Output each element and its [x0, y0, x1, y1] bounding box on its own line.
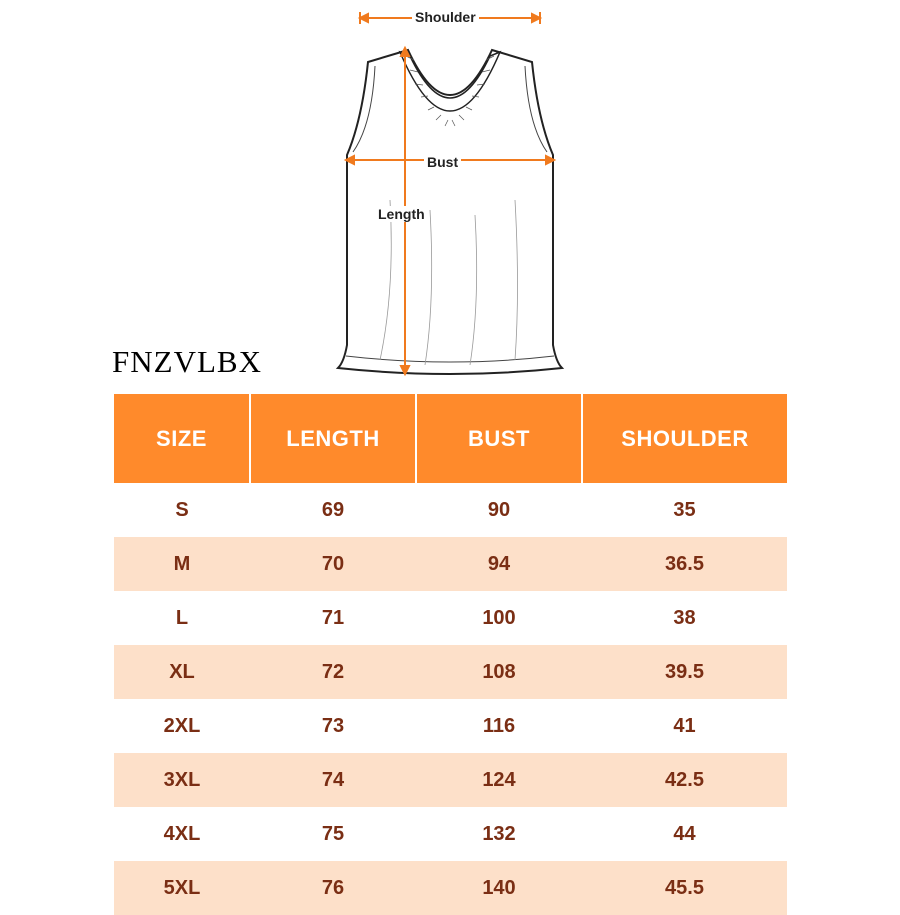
header-size: SIZE: [114, 394, 250, 483]
table-row: [114, 537, 787, 591]
cell-shoulder: 45.5: [582, 861, 787, 915]
cell-bust: 94: [416, 537, 582, 591]
cell-bust: 90: [416, 483, 582, 537]
cell-bust: 108: [416, 645, 582, 699]
header-shoulder: SHOULDER: [582, 394, 787, 483]
size-chart-table: [114, 394, 787, 915]
cell-length: 70: [250, 537, 416, 591]
cell-bust: 132: [416, 807, 582, 861]
cell-length: 69: [250, 483, 416, 537]
table-row: [114, 807, 787, 861]
brand-name: FNZVLBX: [112, 344, 262, 379]
length-label: Length: [375, 206, 428, 222]
cell-length: 75: [250, 807, 416, 861]
cell-size: 2XL: [114, 699, 250, 753]
table-row: [114, 753, 787, 807]
header-bust: BUST: [416, 394, 582, 483]
cell-bust: 124: [416, 753, 582, 807]
table-row: [114, 591, 787, 645]
cell-size: XL: [114, 645, 250, 699]
garment-diagram: [320, 0, 580, 390]
cell-size: M: [114, 537, 250, 591]
cell-bust: 100: [416, 591, 582, 645]
shoulder-label: Shoulder: [412, 9, 479, 25]
cell-shoulder: 42.5: [582, 753, 787, 807]
cell-length: 76: [250, 861, 416, 915]
sleeveless-vneck-top-illustration: [320, 0, 580, 390]
cell-size: 4XL: [114, 807, 250, 861]
cell-shoulder: 35: [582, 483, 787, 537]
cell-shoulder: 44: [582, 807, 787, 861]
cell-bust: 140: [416, 861, 582, 915]
bust-label: Bust: [424, 154, 461, 170]
cell-length: 74: [250, 753, 416, 807]
cell-length: 72: [250, 645, 416, 699]
cell-size: S: [114, 483, 250, 537]
header-length: LENGTH: [250, 394, 416, 483]
cell-bust: 116: [416, 699, 582, 753]
table-row: [114, 645, 787, 699]
cell-shoulder: 38: [582, 591, 787, 645]
cell-length: 71: [250, 591, 416, 645]
cell-size: L: [114, 591, 250, 645]
cell-size: 3XL: [114, 753, 250, 807]
table-header-row: [114, 394, 787, 483]
table-row: [114, 861, 787, 915]
cell-length: 73: [250, 699, 416, 753]
cell-shoulder: 41: [582, 699, 787, 753]
cell-shoulder: 36.5: [582, 537, 787, 591]
table-row: [114, 699, 787, 753]
table-row: [114, 483, 787, 537]
cell-shoulder: 39.5: [582, 645, 787, 699]
cell-size: 5XL: [114, 861, 250, 915]
